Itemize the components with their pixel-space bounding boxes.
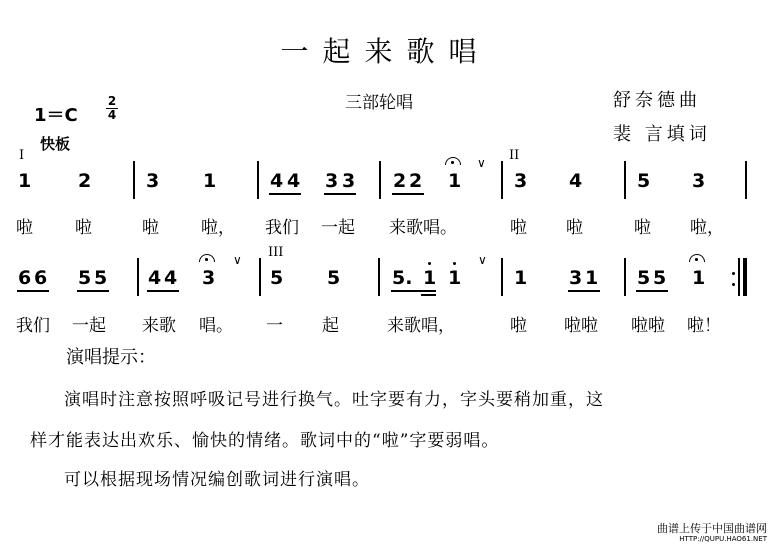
note: 1 bbox=[18, 170, 32, 192]
part-mark-i: I bbox=[19, 148, 25, 163]
lyric: 啦 bbox=[16, 218, 33, 238]
end-bar-line bbox=[738, 258, 740, 296]
tips-heading: 演唱提示： bbox=[66, 347, 156, 368]
time-bottom: 4 bbox=[107, 108, 117, 122]
time-signature bbox=[106, 96, 118, 121]
lyric: 我们 bbox=[16, 316, 50, 336]
note: 3 bbox=[514, 170, 528, 192]
note: 4 bbox=[287, 170, 301, 192]
lyric: 啦， bbox=[201, 218, 235, 238]
note: 1 bbox=[203, 170, 217, 192]
fermata-icon bbox=[445, 157, 461, 165]
note: 3 bbox=[146, 170, 160, 192]
lyric: 啦 bbox=[634, 218, 651, 238]
underline bbox=[636, 290, 668, 292]
underline bbox=[17, 290, 49, 292]
note: 1 bbox=[692, 267, 706, 289]
underline bbox=[392, 193, 424, 195]
note: 1 bbox=[448, 170, 462, 192]
bar-line bbox=[501, 258, 503, 296]
composer-credit: 舒奈德曲 bbox=[613, 90, 701, 111]
note: 5 bbox=[78, 267, 92, 289]
repeat-dot bbox=[732, 272, 735, 275]
fermata-icon bbox=[199, 254, 215, 262]
lyric: 啦， bbox=[690, 218, 724, 238]
underline bbox=[147, 290, 179, 292]
underline bbox=[77, 290, 109, 292]
note: 5 bbox=[270, 267, 284, 289]
lyric: 啦 bbox=[510, 316, 527, 336]
bar-line bbox=[379, 161, 381, 199]
note: 4 bbox=[569, 170, 583, 192]
tips-paragraph-2: 可以根据现场情况编创歌词进行演唱。 bbox=[64, 470, 370, 490]
bar-line bbox=[624, 258, 626, 296]
note: 5 bbox=[637, 170, 651, 192]
note: 3 bbox=[692, 170, 706, 192]
subtitle: 三部轮唱 bbox=[345, 93, 413, 113]
note: 4 bbox=[270, 170, 284, 192]
lyricist-credit: 裴 言填词 bbox=[613, 124, 711, 145]
lyric: 啦啦 bbox=[564, 316, 598, 336]
note: 2 bbox=[393, 170, 407, 192]
footer-watermark bbox=[657, 523, 767, 545]
part-mark-iii: III bbox=[268, 245, 284, 260]
bar-line bbox=[133, 161, 135, 199]
note: 4 bbox=[164, 267, 178, 289]
note: 5 bbox=[94, 267, 108, 289]
footer-url: HTTP://QUPU.HAO61.NET bbox=[679, 535, 767, 543]
note: 5 bbox=[327, 267, 341, 289]
lyric: 起 bbox=[322, 316, 339, 336]
lyric: 唱。 bbox=[199, 316, 233, 336]
bar-line bbox=[624, 161, 626, 199]
underline bbox=[568, 290, 600, 292]
underline bbox=[421, 294, 436, 296]
fermata-icon bbox=[689, 254, 705, 262]
note: 3 bbox=[569, 267, 583, 289]
tips-paragraph-1b: 样才能表达出欢乐、愉快的情绪。歌词中的“啦”字要弱唱。 bbox=[30, 431, 500, 451]
note: 6 bbox=[18, 267, 32, 289]
note: 1 bbox=[585, 267, 599, 289]
bar-line bbox=[257, 161, 259, 199]
note: 4 bbox=[148, 267, 162, 289]
lyric: 啦 bbox=[566, 218, 583, 238]
lyric: 来歌 bbox=[142, 316, 176, 336]
tips-paragraph-1a: 演唱时注意按照呼吸记号进行换气。吐字要有力，字头要稍加重，这 bbox=[64, 390, 604, 410]
lyric: 来歌唱， bbox=[387, 316, 455, 336]
bar-line bbox=[259, 258, 261, 296]
note: 2 bbox=[78, 170, 92, 192]
bar-line bbox=[378, 258, 380, 296]
lyric: 我们 bbox=[265, 218, 299, 238]
note: 5 bbox=[637, 267, 651, 289]
note: 3 bbox=[202, 267, 216, 289]
note: 5. bbox=[392, 267, 413, 289]
underline bbox=[269, 193, 301, 195]
tempo-marking: 快板 bbox=[40, 135, 71, 153]
breath-mark-icon: ∨ bbox=[233, 253, 242, 267]
lyric: 一起 bbox=[321, 218, 355, 238]
lyric: 啦啦 bbox=[631, 316, 665, 336]
key-signature: 1＝C bbox=[34, 105, 78, 126]
repeat-dot bbox=[732, 283, 735, 286]
lyric: 啦！ bbox=[687, 316, 721, 336]
note: 3 bbox=[325, 170, 339, 192]
high-octave-dot bbox=[453, 262, 456, 265]
lyric: 一起 bbox=[72, 316, 106, 336]
note: 3 bbox=[342, 170, 356, 192]
footer-text: 曲谱上传于中国曲谱网 bbox=[657, 522, 767, 535]
part-mark-ii: II bbox=[509, 148, 520, 163]
end-bar-line-thick bbox=[743, 258, 747, 296]
underline bbox=[391, 290, 436, 292]
underline bbox=[324, 193, 356, 195]
lyric: 来歌唱。 bbox=[389, 218, 457, 238]
note: 1 bbox=[448, 267, 462, 289]
bar-line bbox=[137, 258, 139, 296]
lyric: 一 bbox=[266, 316, 283, 336]
page-title: 一起来歌唱 bbox=[280, 35, 491, 68]
note: 1 bbox=[423, 267, 437, 289]
lyric: 啦 bbox=[75, 218, 92, 238]
note: 6 bbox=[34, 267, 48, 289]
high-octave-dot bbox=[428, 262, 431, 265]
lyric: 啦 bbox=[142, 218, 159, 238]
note: 2 bbox=[409, 170, 423, 192]
breath-mark-icon: ∨ bbox=[478, 253, 487, 267]
breath-mark-icon: ∨ bbox=[477, 156, 486, 170]
bar-line bbox=[745, 161, 747, 199]
lyric: 啦 bbox=[510, 218, 527, 238]
time-top: 2 bbox=[107, 94, 117, 108]
note: 1 bbox=[514, 267, 528, 289]
bar-line bbox=[501, 161, 503, 199]
note: 5 bbox=[653, 267, 667, 289]
